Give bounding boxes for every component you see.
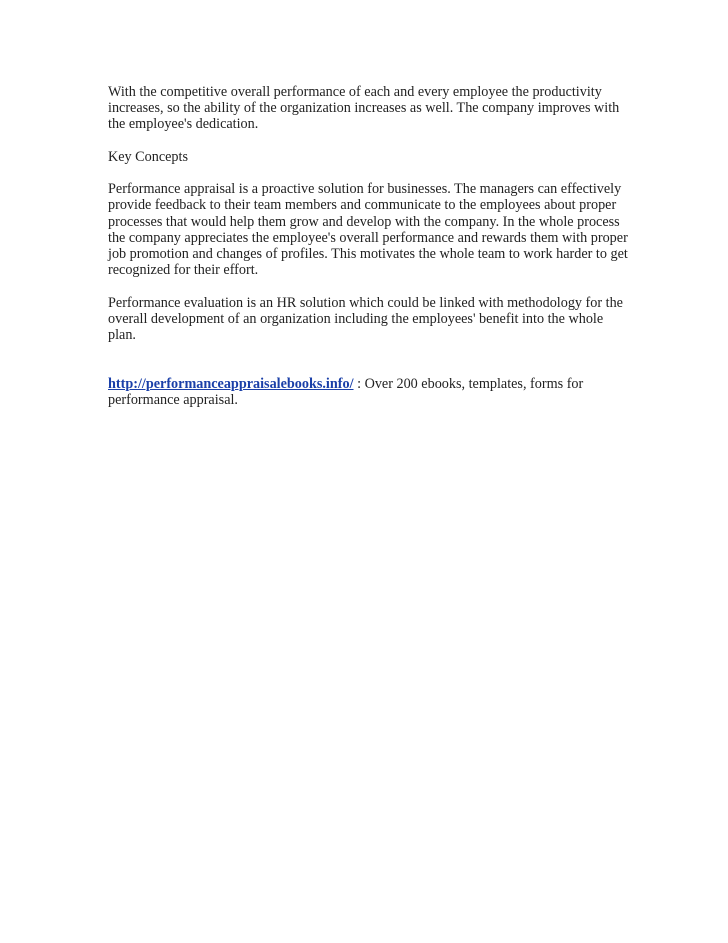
- paragraph-performance-evaluation: Performance evaluation is an HR solution which could be linked with methodology for the overall development of an organization including the employees' benefit into the whole plan.: [108, 294, 623, 343]
- paragraph-productivity: With the competitive overall performance of each and every employee the productivity increases, so the ability of the organization increases as well. The company improves with the employee's dedication.: [108, 84, 620, 133]
- section-heading-key-concepts: Key Concepts: [108, 148, 188, 165]
- paragraph-performance-appraisal: Performance appraisal is a proactive solution for businesses. The managers can effectively provide feedback to their team members and communicate to the employees about proper processes that would help them grow and develop with the company. In the whole process the company appreciates the employee's overall performance and rewards them with proper job promotion and changes of profiles. This motivates the whole team to work harder to get recognized for their effort.: [108, 181, 628, 279]
- footer-line: [108, 376, 628, 408]
- document-body: [108, 84, 628, 424]
- ebooks-link[interactable]: http://performanceappraisalebooks.info/: [108, 375, 354, 392]
- footer-description: : Over 200 ebooks, templates, forms for performance appraisal.: [108, 375, 584, 408]
